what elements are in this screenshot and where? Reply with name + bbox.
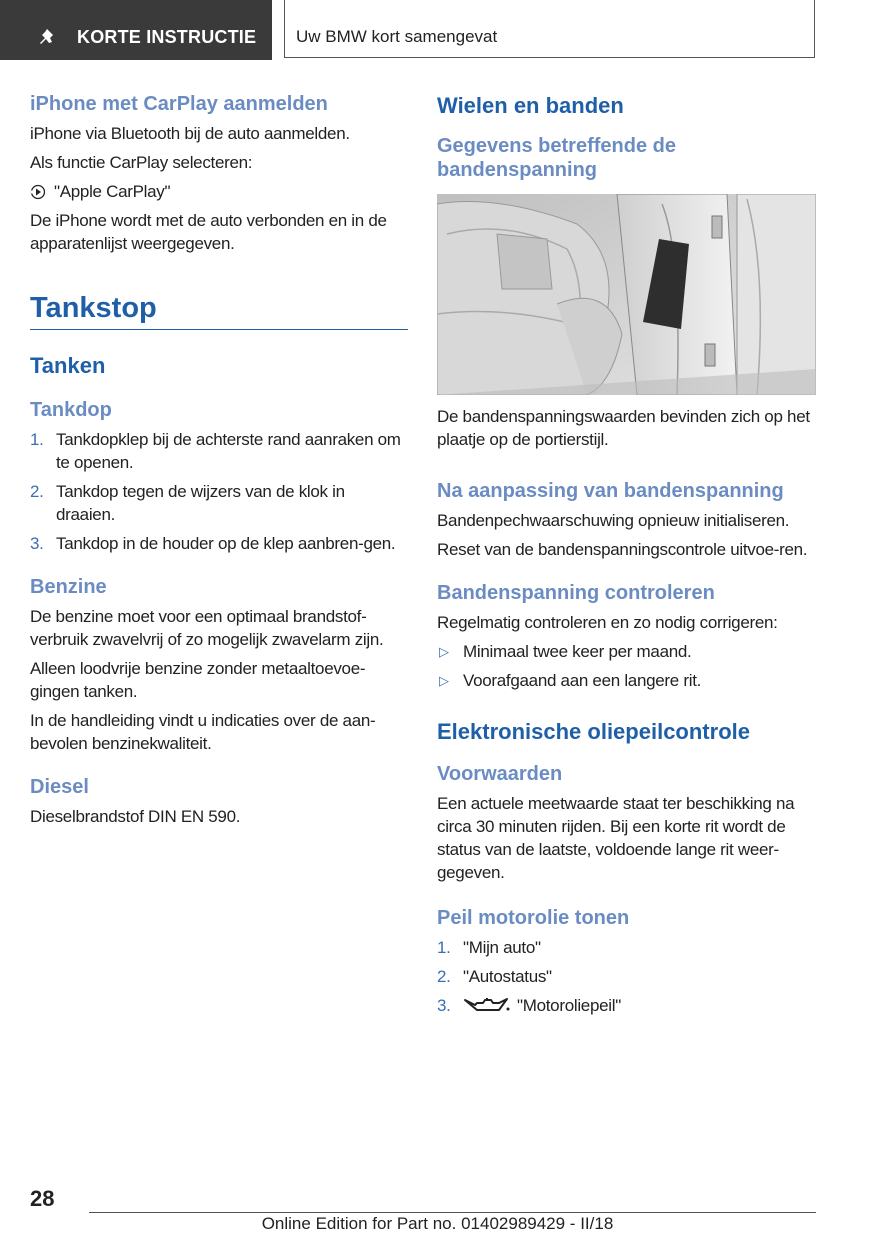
diesel-text-1: Dieselbrandstof DIN EN 590. bbox=[30, 807, 241, 826]
oil-can-icon bbox=[463, 996, 511, 1016]
carplay-menu-label: "Apple CarPlay" bbox=[54, 182, 171, 201]
page-number: 28 bbox=[30, 1186, 55, 1211]
requirements-heading: Voorwaarden bbox=[437, 763, 563, 785]
menu-select-icon bbox=[30, 184, 46, 200]
footer-divider bbox=[89, 1212, 816, 1213]
list-item: ▷ Minimaal twee keer per maand. bbox=[439, 642, 692, 661]
requirements-text: Een actuele meetwaarde staat ter beschikking na circa 30 minuten rijden. Bij een korte rit wordt de status van de laatste, voldoende lange rit weer-gegeven. bbox=[437, 794, 795, 882]
section-header-label: Uw BMW kort samengevat bbox=[296, 27, 498, 46]
carplay-text-2: Als functie CarPlay selecteren: bbox=[30, 153, 253, 172]
right-column bbox=[437, 92, 817, 1023]
carplay-menu-item bbox=[30, 180, 408, 203]
left-column bbox=[30, 92, 408, 834]
diesel-heading: Diesel bbox=[30, 776, 89, 798]
list-item: 2. "Autostatus" bbox=[437, 967, 552, 986]
triangle-bullet-icon: ▷ bbox=[439, 644, 449, 659]
section-title-wheels: Wielen en banden bbox=[437, 93, 624, 118]
after-adjust-heading: Na aanpassing van bandenspanning bbox=[437, 480, 784, 502]
tankdop-heading: Tankdop bbox=[30, 399, 112, 421]
door-pillar-photo bbox=[437, 194, 816, 395]
list-item: 1. "Mijn auto" bbox=[437, 938, 541, 957]
check-text-1: Regelmatig controleren en zo nodig corrigeren: bbox=[437, 613, 778, 632]
section-title-tanken: Tanken bbox=[30, 353, 106, 378]
benzine-heading: Benzine bbox=[30, 576, 107, 598]
list-item: 2. Tankdop tegen de wijzers van de klok in draaien. bbox=[30, 482, 345, 524]
check-heading: Bandenspanning controleren bbox=[437, 582, 715, 604]
carplay-text-1: iPhone via Bluetooth bij de auto aanmelden. bbox=[30, 124, 350, 143]
show-oil-heading: Peil motorolie tonen bbox=[437, 907, 630, 929]
benzine-text-1: De benzine moet voor een optimaal brandstof-verbruik zwavelvrij of zo mogelijk zwavelarm zijn. bbox=[30, 607, 384, 649]
chapter-tab bbox=[0, 0, 272, 60]
section-header bbox=[284, 0, 815, 58]
after-text-2: Reset van de bandenspanningscontrole uitvoe-ren. bbox=[437, 540, 808, 559]
list-item: 3. "Motoroliepeil" bbox=[437, 996, 621, 1015]
section-title-oil: Elektronische oliepeilcontrole bbox=[437, 719, 750, 744]
list-item: 3. Tankdop in de houder op de klep aanbren-gen. bbox=[30, 534, 396, 553]
carplay-heading: iPhone met CarPlay aanmelden bbox=[30, 93, 328, 115]
pressure-data-heading: Gegevens betreffende de bandenspanning bbox=[437, 135, 676, 181]
check-list bbox=[437, 640, 817, 692]
carplay-text-3: De iPhone wordt met de auto verbonden en in de apparatenlijst weergegeven. bbox=[30, 211, 387, 253]
chapter-title: Tankstop bbox=[30, 291, 408, 330]
after-text-1: Bandenpechwaarschuwing opnieuw initialiseren. bbox=[437, 511, 790, 530]
chapter-tab-label: KORTE INSTRUCTIE bbox=[77, 27, 257, 47]
list-item: ▷ Voorafgaand aan een langere rit. bbox=[439, 671, 702, 690]
pressure-caption: De bandenspanningswaarden bevinden zich op het plaatje op de portierstijl. bbox=[437, 407, 810, 449]
tankdop-steps bbox=[30, 428, 408, 555]
pin-icon bbox=[36, 27, 58, 49]
footer-edition: Online Edition for Part no. 01402989429 - II/18 bbox=[261, 1214, 614, 1233]
show-oil-steps bbox=[437, 936, 817, 1017]
triangle-bullet-icon: ▷ bbox=[439, 673, 449, 688]
list-item: 1. Tankdopklep bij de achterste rand aanraken om te openen. bbox=[30, 430, 401, 472]
benzine-text-3: In de handleiding vindt u indicaties over de aan-bevolen benzinekwaliteit. bbox=[30, 711, 376, 753]
benzine-text-2: Alleen loodvrije benzine zonder metaaltoevoe-gingen tanken. bbox=[30, 659, 366, 701]
